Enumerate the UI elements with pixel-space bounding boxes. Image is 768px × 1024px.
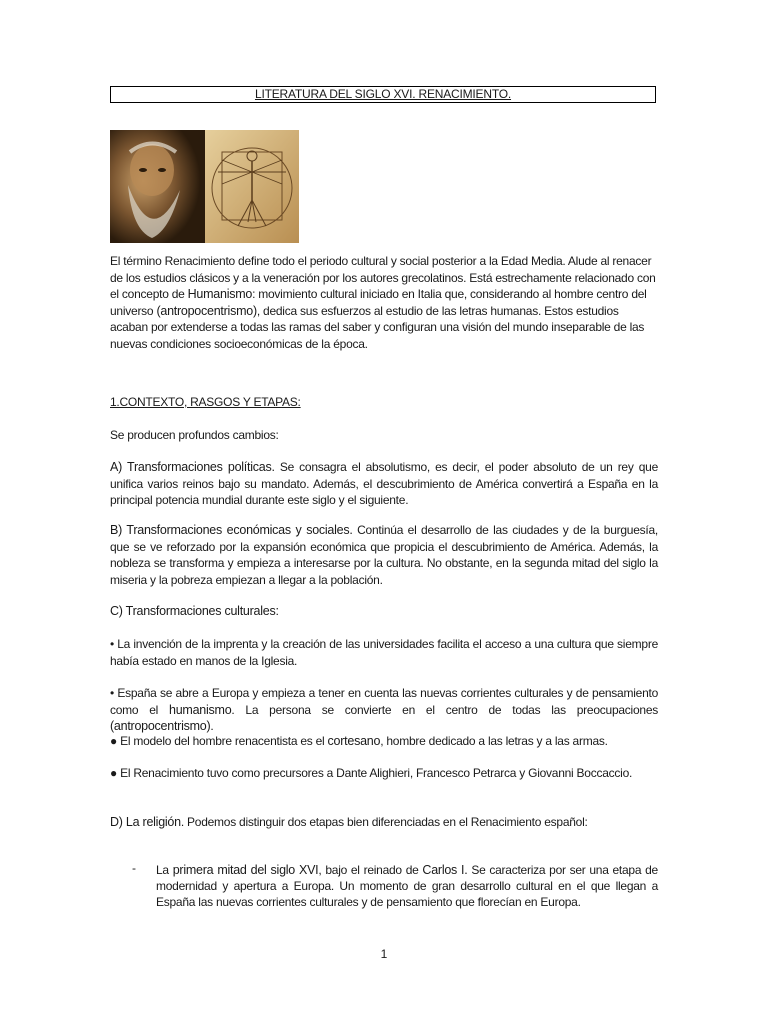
section-heading: 1.CONTEXTO, RASGOS Y ETAPAS: (110, 395, 301, 409)
economic-paragraph: B) Transformaciones económicas y sociales. Continúa el desarrollo de las ciudades y de la burguesía, que se ve reforzado por la expansión económica que propicia el descubrimiento de América. Además, la nobleza se transforma y empieza a interesarse por la cultura. No obstante, en la segunda mitad del siglo la miseria y la pobreza empiezan a llegar a la población. (110, 523, 658, 587)
cultural-item-europe: • España se abre a Europa y empieza a tener en cuenta las nuevas corrientes culturales y de pensamiento como el humanismo. La persona se convierte en el centro de todas las preocupaciones (antropocentrismo). (110, 686, 658, 733)
economic-label: B) Transformaciones económicas y sociales. (110, 523, 353, 537)
section-intro: Se producen profundos cambios: (110, 428, 279, 442)
religion-label: D) La religión (110, 815, 181, 829)
term-humanismo-2: humanismo (169, 702, 232, 717)
leonardo-vitruvian-image (110, 130, 299, 243)
term-carlos-i: Carlos I. (422, 863, 468, 877)
cultural-item-precursors: ● El Renacimiento tuvo como precursores a Dante Alighieri, Francesco Petrarca y Giovanni Boccaccio. (110, 766, 633, 780)
page-number: 1 (380, 947, 388, 961)
term-cortesano: cortesano (327, 734, 381, 748)
cultural-item-printing: • La invención de la imprenta y la creación de las universidades facilita el acceso a una cultura que siempre había estado en manos de la Iglesia. (110, 637, 658, 668)
cultural-label: C) Transformaciones culturales: (110, 604, 279, 618)
term-primera-mitad: primera mitad del siglo XVI (172, 863, 319, 877)
term-antropocentrismo: (antropocentrismo) (156, 303, 257, 318)
term-antropocentrismo-2: (antropocentrismo) (110, 719, 211, 733)
document-title: LITERATURA DEL SIGLO XVI. RENACIMIENTO. (110, 86, 656, 103)
intro-paragraph: El término Renacimiento define todo el periodo cultural y social posterior a la Edad Media. Alude al renacer de los estudios clásicos y a la veneración por los autores grecolatinos. Está estrechamente relacionado con el concepto de Humanismo: movimiento cultural iniciado en Italia que, considerando al hombre centro del universo (antropocentrismo), dedica sus esfuerzos al estudio de las letras humanas. Estos estudios acaban por extenderse a todas las ramas del saber y configuran una visión del mundo inseparable de las nuevas condiciones socioeconómicas de la época. (110, 254, 656, 351)
list-item-first-half: La primera mitad del siglo XVI, bajo el reinado de Carlos I. Se caracteriza por ser una etapa de modernidad y apertura a Europa. Un momento de gran desarrollo cultural en el que llegan a España las nuevas corrientes culturales y de pensamiento que florecían en Europa. (156, 863, 658, 909)
political-label: A) Transformaciones políticas. (110, 460, 275, 474)
political-paragraph: A) Transformaciones políticas. Se consagra el absolutismo, es decir, el poder absoluto de un rey que unifica varios reinos bajo su mandato. Además, el descubrimiento de América convertirá a España en la principal potencia mundial durante este siglo y el siguiente. (110, 460, 659, 507)
renaissance-illustration (110, 130, 299, 243)
religion-paragraph: D) La religión. Podemos distinguir dos etapas bien diferenciadas en el Renacimiento español: (110, 815, 588, 829)
term-humanismo: Humanismo (187, 287, 253, 301)
list-dash: - (132, 861, 136, 875)
cultural-item-courtier: ● El modelo del hombre renacentista es el cortesano, hombre dedicado a las letras y a las armas. (110, 734, 608, 748)
